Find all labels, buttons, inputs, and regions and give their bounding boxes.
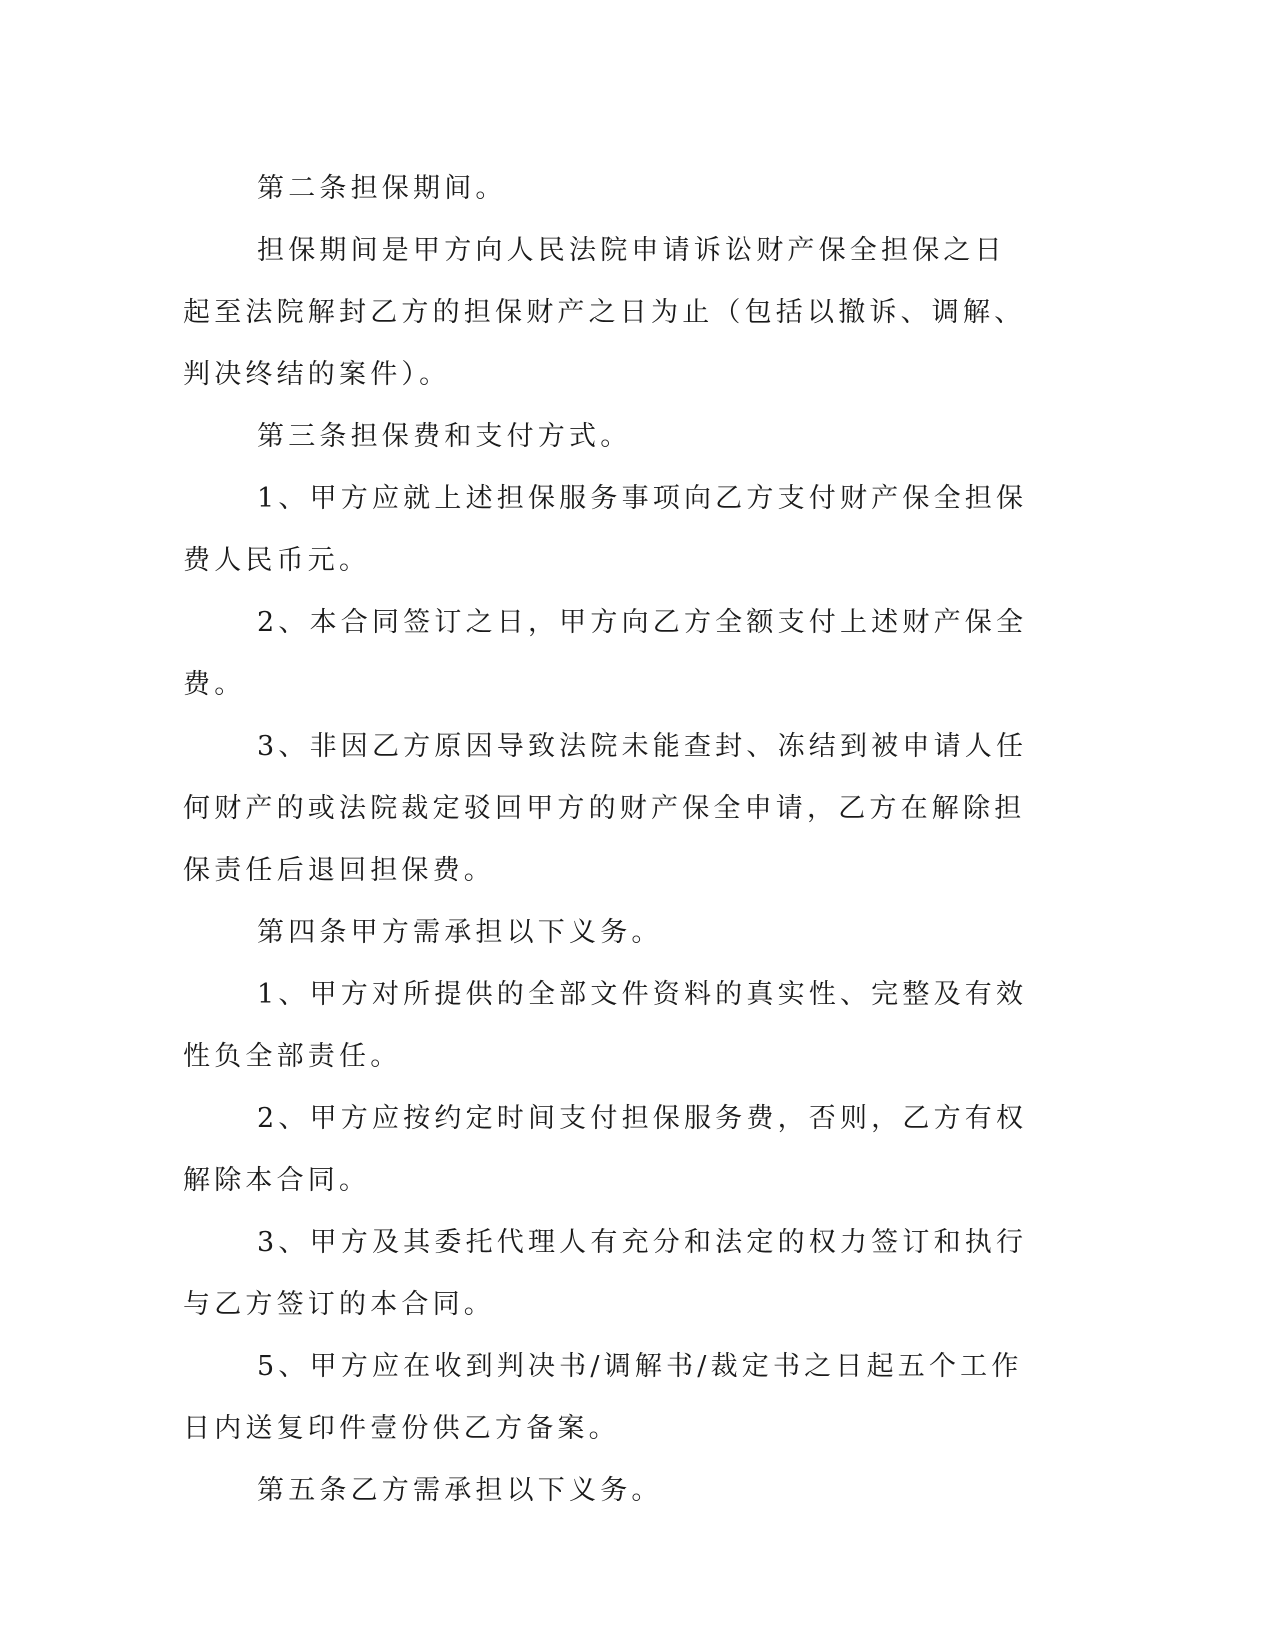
article-3-heading: 第三条担保费和支付方式。 bbox=[257, 421, 632, 452]
document-body bbox=[183, 158, 1035, 1522]
article-5-heading: 第五条乙方需承担以下义务。 bbox=[257, 1475, 663, 1506]
article-3-item-3: 3、非因乙方原因导致法院未能查封、冻结到被申请人任何财产的或法院裁定驳回甲方的财产保全申请，乙方在解除担保责任后退回担保费。 bbox=[183, 731, 1028, 886]
article-3-item-1: 1、甲方应就上述担保服务事项向乙方支付财产保全担保费人民币元。 bbox=[183, 483, 1028, 576]
article-4-item-2: 2、甲方应按约定时间支付担保服务费，否则，乙方有权解除本合同。 bbox=[183, 1103, 1028, 1196]
article-4-item-1: 1、甲方对所提供的全部文件资料的真实性、完整及有效性负全部责任。 bbox=[183, 979, 1028, 1072]
article-4-item-5: 5、甲方应在收到判决书/调解书/裁定书之日起五个工作日内送复印件壹份供乙方备案。 bbox=[183, 1351, 1023, 1444]
article-2-heading: 第二条担保期间。 bbox=[257, 173, 507, 204]
article-3-item-2: 2、本合同签订之日，甲方向乙方全额支付上述财产保全费。 bbox=[183, 607, 1028, 700]
article-4-heading: 第四条甲方需承担以下义务。 bbox=[257, 917, 663, 948]
article-4-item-3: 3、甲方及其委托代理人有充分和法定的权力签订和执行与乙方签订的本合同。 bbox=[183, 1227, 1028, 1320]
article-2-body: 担保期间是甲方向人民法院申请诉讼财产保全担保之日起至法院解封乙方的担保财产之日为止（包括以撤诉、调解、判决终结的案件）。 bbox=[183, 235, 1026, 390]
